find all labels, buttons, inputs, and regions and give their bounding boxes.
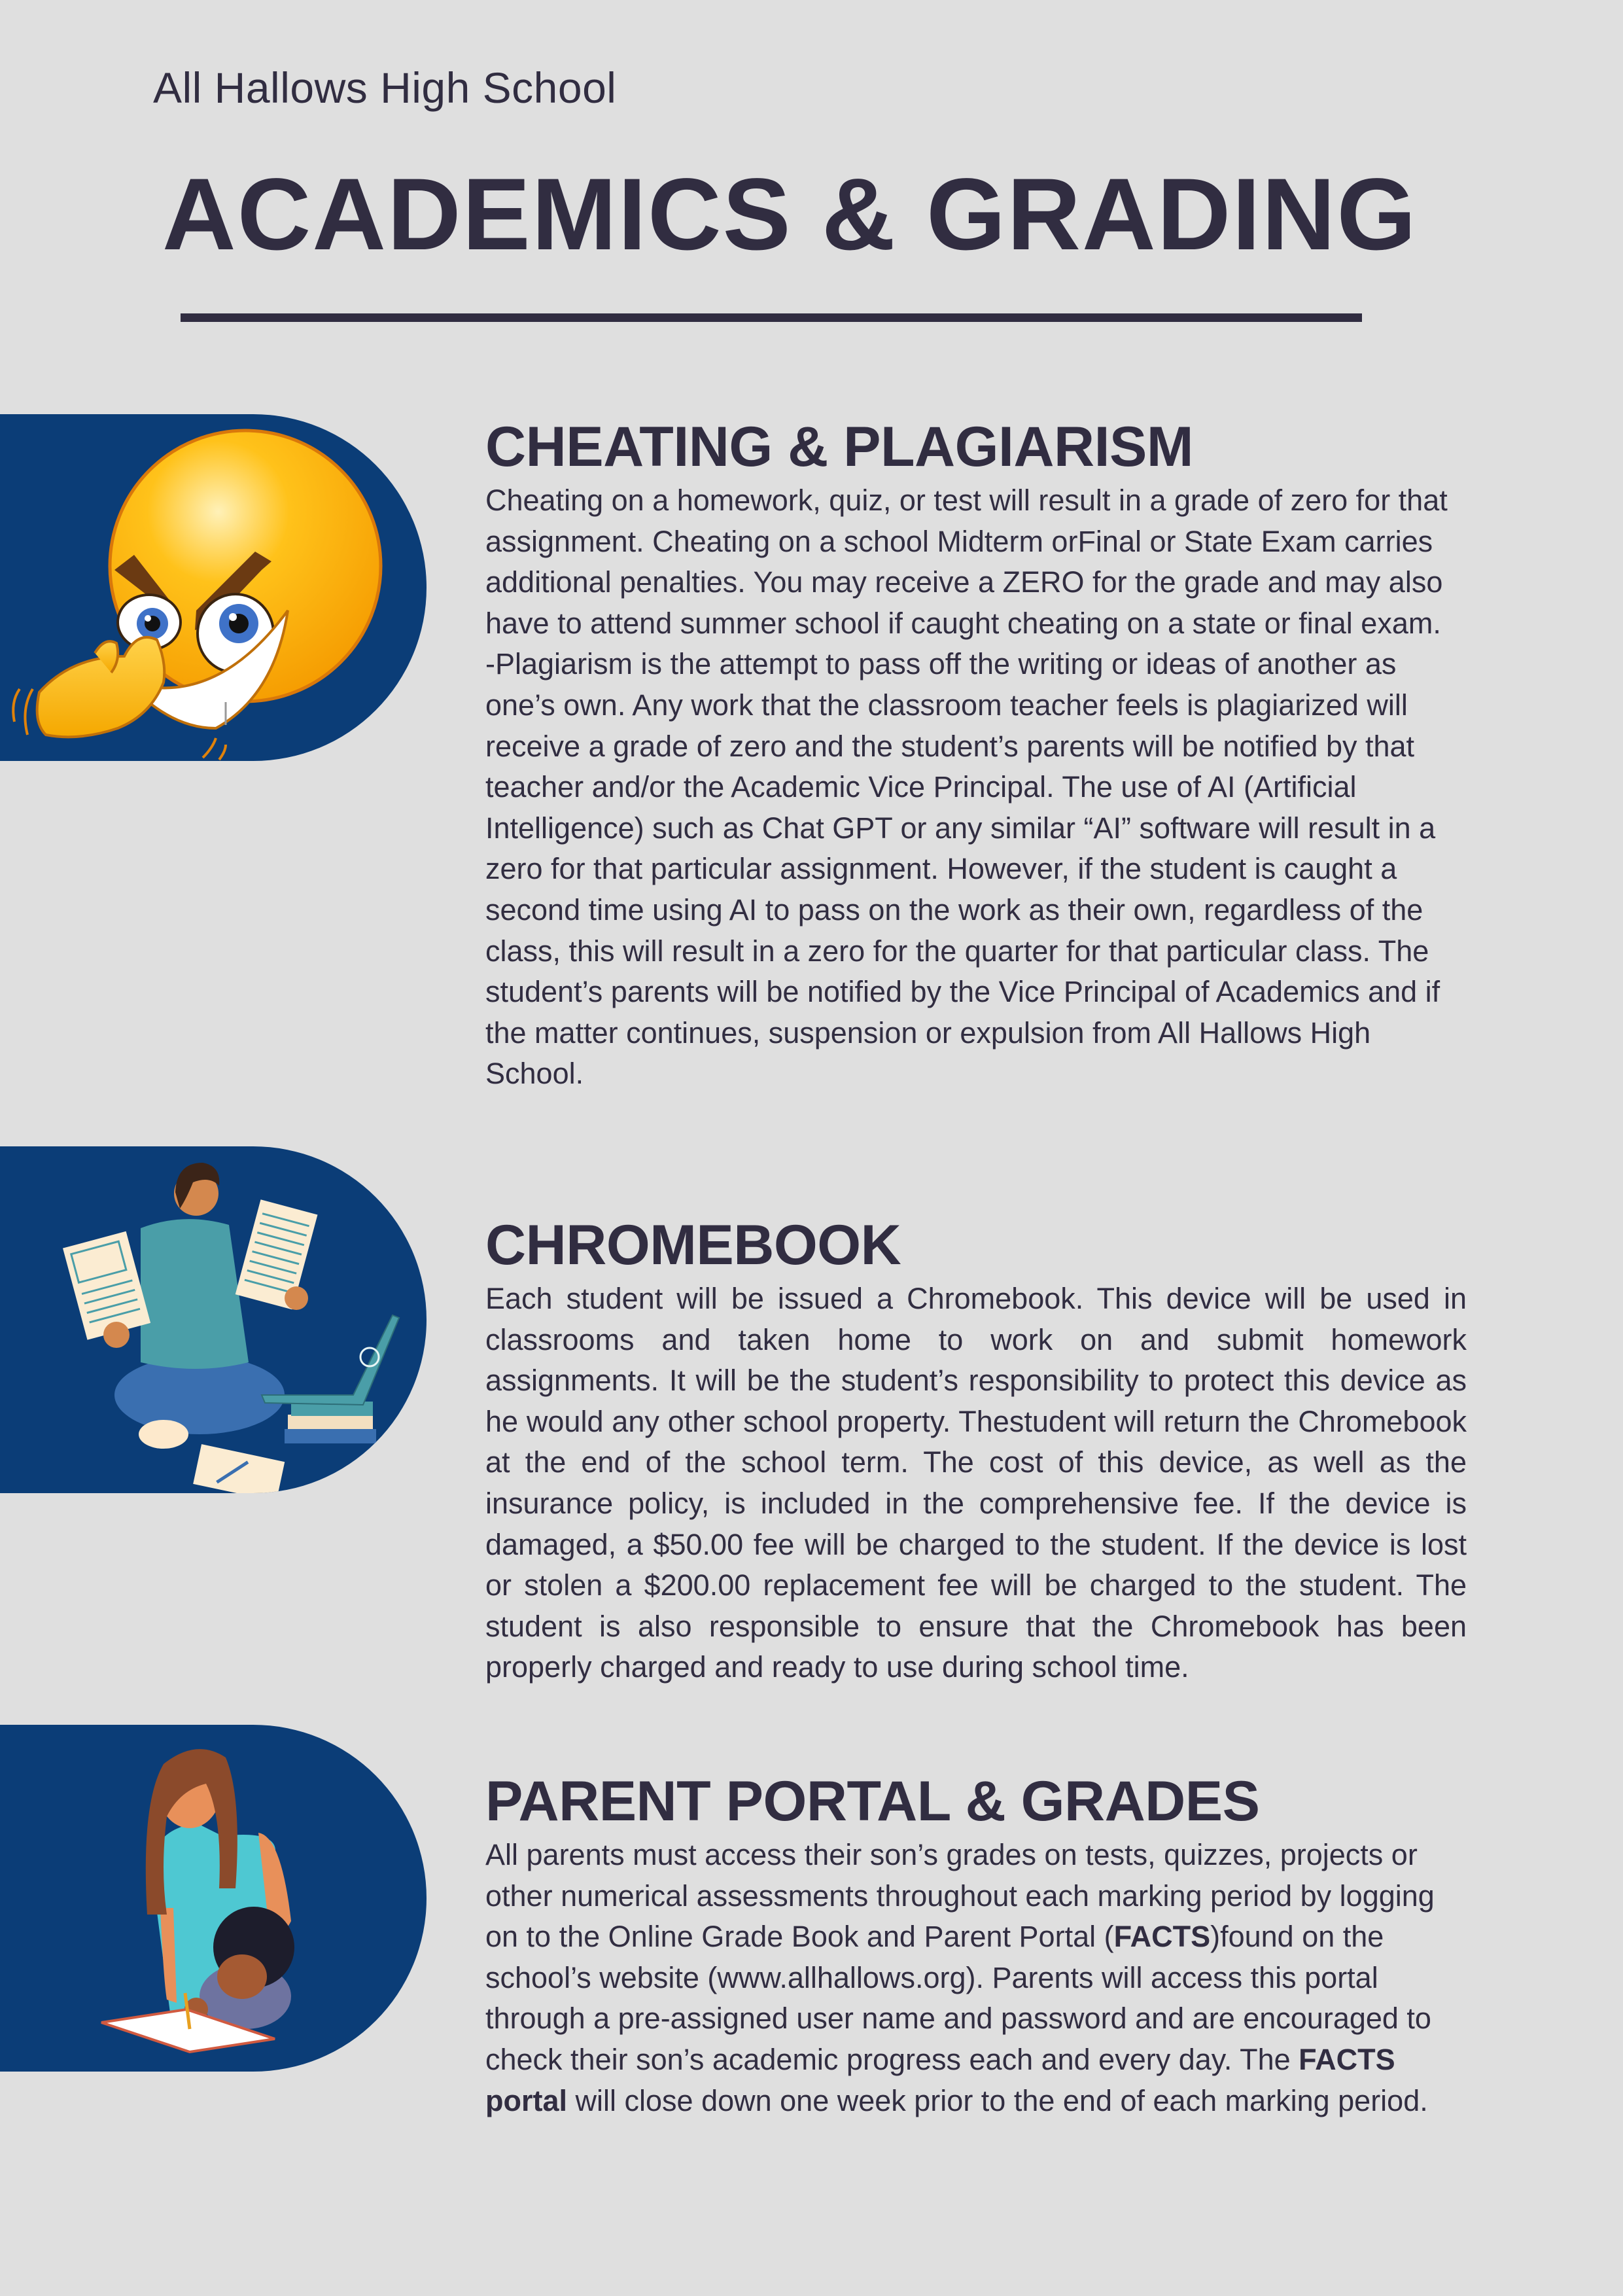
smirking-emoji-icon [0, 414, 427, 761]
section-paragraph: -Plagiarism is the attempt to pass off the writing or ideas of another as one’s own. Any work that the classroom teacher feels is plagiarized will receive a grade of zero and the student’s parents will be notified by that teacher and/or the Academic Vice Principal. The use of AI (Artificial Intelligence) such as Chat GPT or any similar “AI” software will result in a zero for that particular assignment. However, if the student is caught a second time using AI to pass on the work as their own, regardless of the class, this will result in a zero for the quarter for that particular class. The student’s parents will be notified by the Vice Principal of Academics and if the matter continues, suspension or expulsion from All Hallows High School. [485, 647, 1440, 1091]
parent-portal-illustration-panel [0, 1725, 427, 2072]
student-laptop-illustration-icon [0, 1146, 427, 1493]
section-paragraph: Cheating on a homework, quiz, or test will result in a grade of zero for that assignment. Cheating on a school Midterm orFinal or State Exam carries additional penalties. You may receive a ZERO for the grade and may also have to attend summer school if caught cheating on a state or final exam. [485, 484, 1448, 640]
page-title: ACADEMICS & GRADING [162, 158, 1418, 272]
facts-portal-emphasis: FACTS portal [485, 2042, 1395, 2117]
section-heading: CHROMEBOOK [485, 1214, 901, 1277]
cheating-illustration-panel [0, 414, 427, 761]
school-name: All Hallows High School [153, 63, 617, 112]
section-cheating-plagiarism [485, 415, 1467, 1095]
section-parent-portal [485, 1770, 1467, 2121]
section-heading: CHEATING & PLAGIARISM [485, 415, 1194, 478]
body-text: will close down one week prior to the end of each marking period. [567, 2083, 1428, 2117]
parent-child-illustration-icon [0, 1725, 427, 2072]
chromebook-illustration-panel [0, 1146, 427, 1493]
facts-emphasis: FACTS [1113, 1920, 1211, 1954]
section-chromebook [485, 1214, 1467, 1688]
section-paragraph [485, 1835, 1467, 2121]
body-text: )found on the school’s website (www.allhallows.org). Parents will access this portal through a pre-assigned user name and password and are encouraged to check their son’s academic progress each and every day. The [485, 1920, 1431, 2076]
section-paragraph: Each student will be issued a Chromebook. This device will be used in classrooms and taken home to work on and submit homework assignments. It will be the student’s responsibility to protect this device as he would any other school property. Thestudent will return the Chromebook at the end of the school term. The cost of this device, as well as the insurance policy, is included in the comprehensive fee. If the device is damaged, a $50.00 fee will be charged to the student. If the device is lost or stolen a $200.00 replacement fee will be charged to the student. The student is also responsible to ensure that the Chromebook has been properly charged and ready to use during school time. [485, 1282, 1467, 1684]
section-heading: PARENT PORTAL & GRADES [485, 1770, 1260, 1833]
title-divider [181, 313, 1362, 322]
body-text: All parents must access their son’s grades on tests, quizzes, projects or other numerical assessments throughout each marking period by logging on to the Online Grade Book and Parent Portal ( [485, 1838, 1435, 1954]
